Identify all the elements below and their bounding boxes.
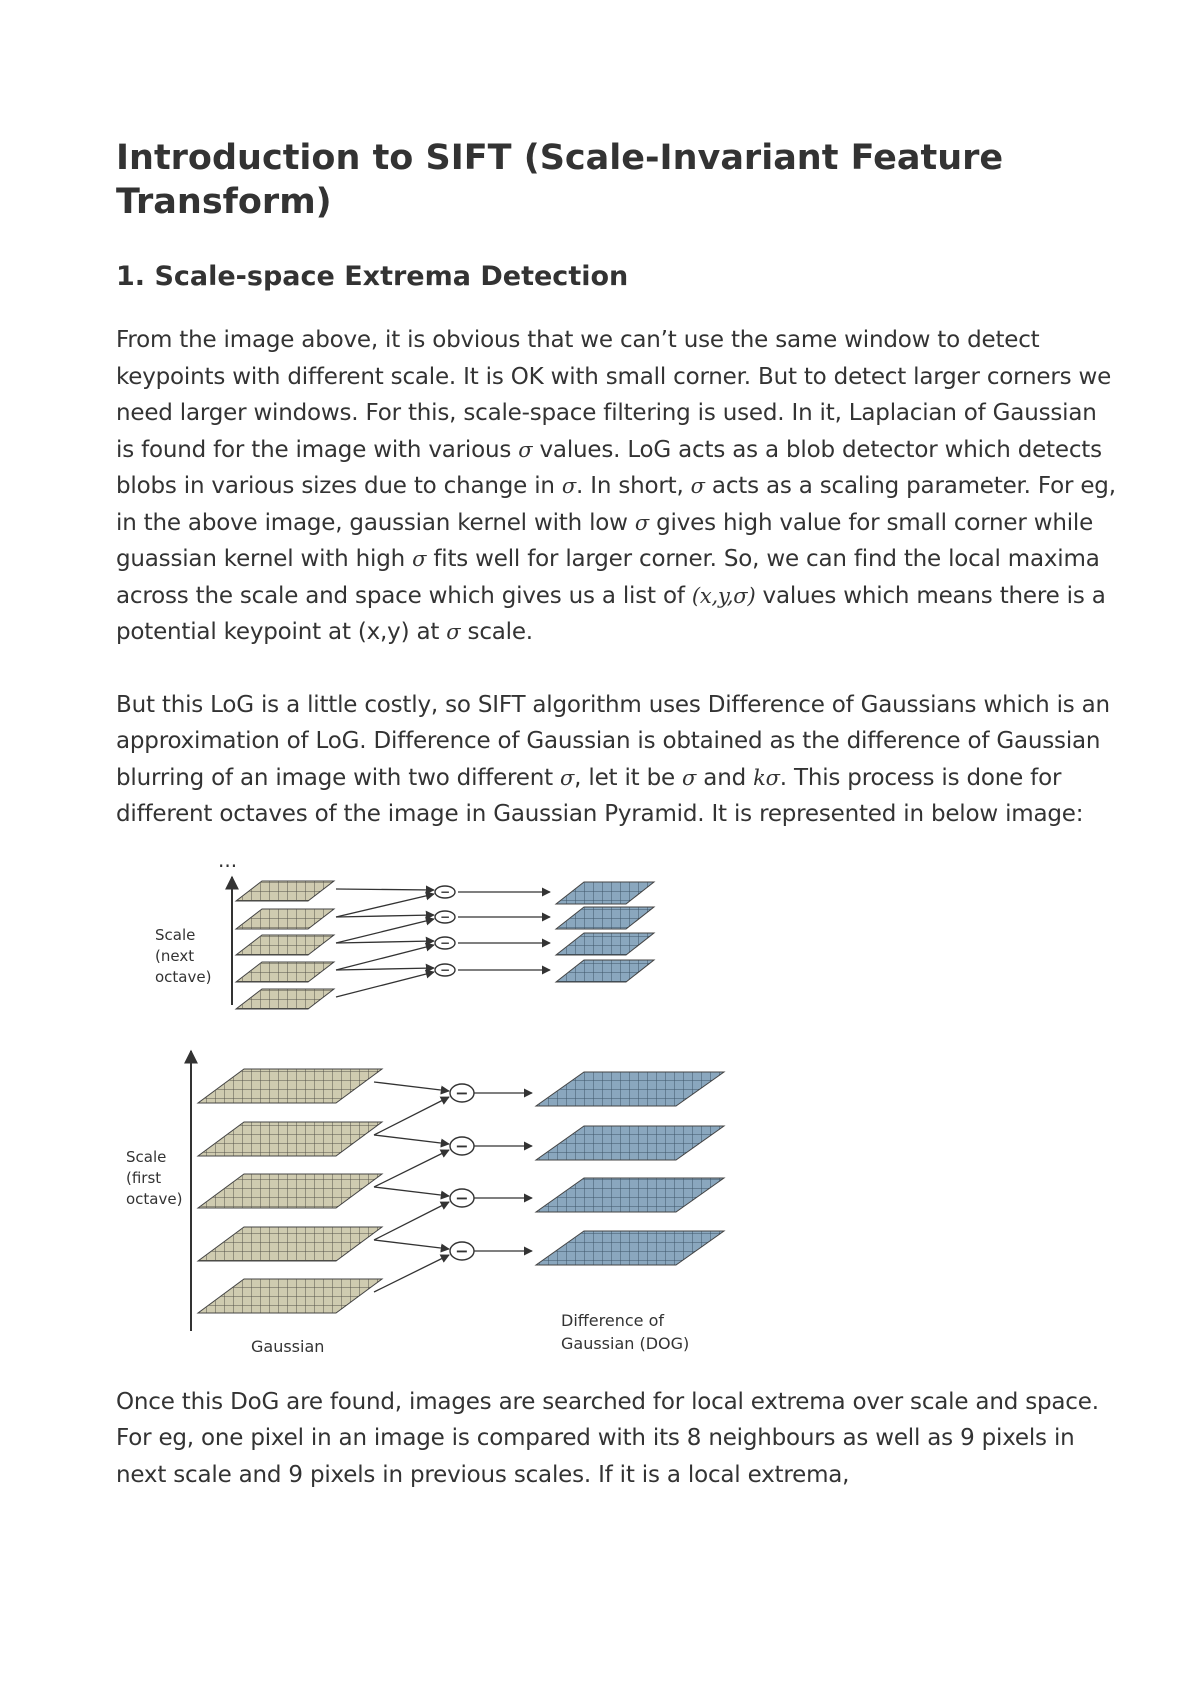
scale-next-label-1: Scale — [155, 925, 196, 944]
svg-text:−: − — [455, 1083, 469, 1103]
dog-plane-next-4 — [556, 960, 654, 982]
paragraph-extrema: Once this DoG are found, images are searched for local extrema over scale and space. For eg, one pixel in an image is compared with its 8 neighbours as well as 9 pixels in next scale and 9 pixels in previous scales. If it is a local extrema, — [116, 1388, 1099, 1488]
gaussian-plane-next-1 — [236, 881, 334, 901]
gaussian-plane-first-3 — [198, 1174, 382, 1208]
dog-plane-first-1 — [536, 1072, 724, 1106]
minus-op-next-3 — [435, 936, 455, 950]
math-sigma: σ — [518, 437, 533, 462]
gaussian-label: Gaussian — [251, 1336, 325, 1356]
arrow-first-b-3 — [374, 1202, 449, 1240]
math-sigma: σ — [560, 765, 575, 790]
dog-pyramid-figure — [116, 855, 796, 1360]
arrow-first-a-1 — [374, 1082, 449, 1091]
scale-first-label-3: octave) — [126, 1189, 183, 1208]
math-sigma: σ — [446, 620, 461, 644]
gaussian-plane-next-2 — [236, 909, 334, 929]
arrow-first-a-4 — [374, 1240, 449, 1249]
dog-label-2: Gaussian (DOG) — [561, 1333, 690, 1353]
minus-op-next-2 — [435, 910, 455, 924]
arrow-next-a-4 — [336, 968, 434, 970]
math-sigma: σ — [690, 474, 705, 498]
scale-first-label-2: (first — [126, 1168, 162, 1187]
dog-plane-next-2 — [556, 907, 654, 929]
minus-op-first-1 — [450, 1083, 474, 1102]
svg-text:−: − — [455, 1136, 469, 1156]
arrow-first-a-2 — [374, 1135, 449, 1144]
minus-op-first-3 — [450, 1188, 474, 1207]
minus-op-next-4 — [435, 963, 455, 977]
scale-next-label-2: (next — [155, 946, 195, 965]
minus-op-first-4 — [450, 1241, 474, 1260]
svg-text:−: − — [455, 1241, 469, 1261]
gaussian-plane-first-5 — [198, 1279, 382, 1313]
svg-text:−: − — [439, 884, 451, 899]
arrow-first-b-1 — [374, 1097, 449, 1135]
arrow-next-b-2 — [336, 919, 434, 943]
arrow-next-b-3 — [336, 945, 434, 970]
dog-plane-first-3 — [536, 1178, 724, 1212]
minus-op-first-2 — [450, 1136, 474, 1155]
arrow-next-a-2 — [336, 915, 434, 917]
arrow-next-a-3 — [336, 941, 434, 943]
gaussian-plane-first-4 — [198, 1227, 382, 1261]
math-sigma: σ — [634, 510, 650, 535]
dog-plane-first-4 — [536, 1231, 724, 1265]
section-heading: 1. Scale-space Extrema Detection — [116, 261, 629, 292]
gaussian-plane-next-3 — [236, 935, 334, 955]
minus-op-next-1 — [435, 885, 455, 899]
arrow-next-b-4 — [336, 972, 434, 997]
svg-text:−: − — [439, 935, 451, 950]
arrow-first-b-2 — [374, 1150, 449, 1187]
scale-first-label-1: Scale — [126, 1147, 167, 1166]
dog-plane-next-3 — [556, 933, 654, 955]
math-sigma: σ — [561, 474, 577, 498]
svg-text:−: − — [439, 909, 451, 924]
dog-plane-first-2 — [536, 1126, 724, 1160]
arrow-first-a-3 — [374, 1187, 449, 1196]
dog-pyramid-diagram — [116, 855, 796, 1360]
gaussian-plane-next-4 — [236, 962, 334, 982]
arrow-first-b-4 — [374, 1255, 449, 1292]
gaussian-plane-next-5 — [236, 989, 334, 1009]
math-sigma: σ — [682, 765, 697, 790]
arrow-next-b-1 — [336, 894, 434, 917]
dog-label-1: Difference of — [561, 1310, 664, 1330]
dog-plane-next-1 — [556, 882, 654, 904]
gaussian-plane-first-2 — [198, 1122, 382, 1156]
math-sigma: σ — [412, 547, 427, 571]
math-k-sigma: kσ — [753, 765, 780, 790]
svg-text:−: − — [455, 1188, 469, 1208]
page-title: Introduction to SIFT (Scale-Invariant Feature Transform) — [116, 138, 1004, 222]
svg-text:−: − — [439, 962, 451, 977]
paragraph-scale-space: From the image above, it is obvious that we can’t use the same window to detect keypoints with different scale. It is OK with small corner. But to detect larger corners we need larger windows. For this, scale-space filtering is used. In it, Laplacian of Gaussian is found for the image with various σ values. LoG acts as a blob detector which detects blobs in various sizes due to change in σ. In short, σ acts as a scaling parameter. For eg, in the above image, gaussian kernel with low σ gives high value for small corner while guassian kernel with high σ fits well for larger corner. So, we can find the local maxima across the scale and space which gives us a list of (x,y,σ) values which means there is a potential keypoint at (x,y) at σ scale. — [116, 327, 1116, 645]
arrow-next-a-1 — [336, 889, 434, 890]
gaussian-plane-first-1 — [198, 1069, 382, 1103]
math-xy-sigma: (x,y,σ) — [691, 583, 756, 608]
document-page — [116, 136, 1116, 1493]
scale-next-label-3: octave) — [155, 967, 212, 986]
ellipsis-label: ... — [218, 854, 238, 872]
paragraph-dog: But this LoG is a little costly, so SIFT algorithm uses Difference of Gaussians which is an approximation of LoG. Difference of Gaussian is obtained as the difference of Gaussian blurring of an image with two different σ, let it be σ and kσ. This process is done for different octaves of the image in Gaussian Pyramid. It is represented in below image: — [116, 691, 1110, 827]
